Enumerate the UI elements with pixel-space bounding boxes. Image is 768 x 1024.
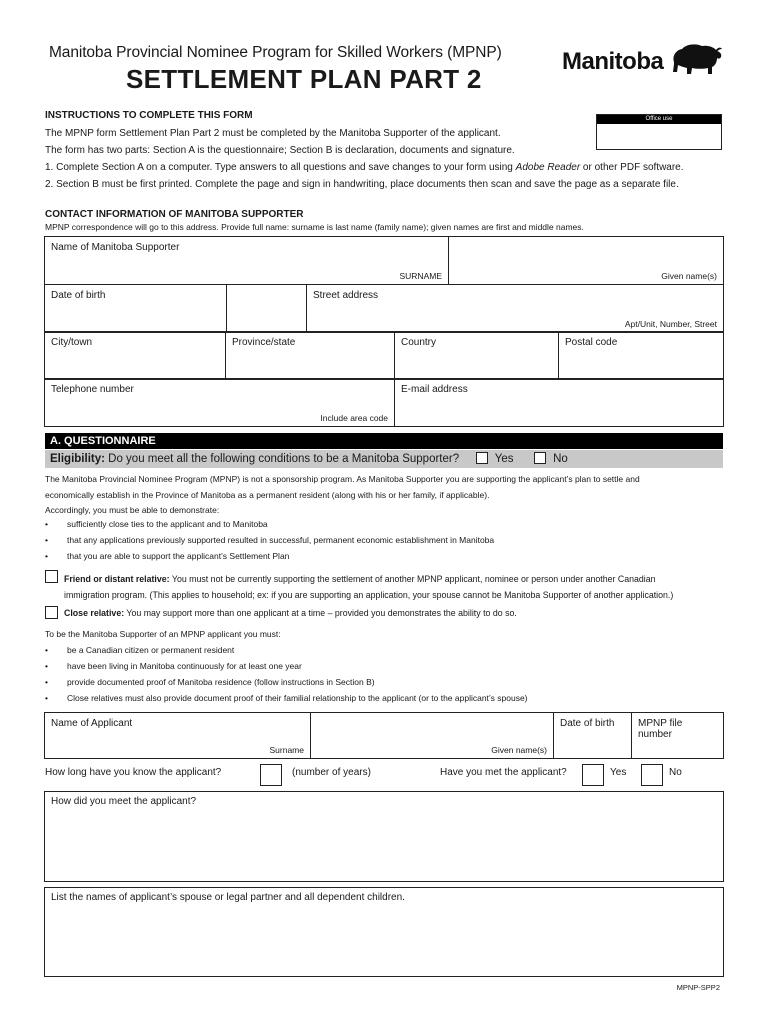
- field-label: Telephone number: [51, 384, 134, 395]
- eligibility-yes-checkbox[interactable]: [476, 452, 488, 464]
- years-known-input[interactable]: [260, 764, 282, 786]
- applicant-table: [44, 712, 724, 759]
- friend-relative-text: Friend or distant relative: You must not be currently supporting the settlement of another MPNP applicant, nominee or person under another Canadian immigration program. (This applies to household; ex: if you are supporting an application, your spouse cannot be Manitoba Supporter of another application.): [64, 574, 674, 600]
- supporter-postal-field[interactable]: Postal code: [559, 332, 724, 380]
- met-applicant-label: Have you met the applicant?: [440, 767, 567, 778]
- friend-relative-checkbox[interactable]: [45, 570, 58, 583]
- requirements-intro: To be the Manitoba Supporter of an MPNP applicant you must:: [45, 629, 281, 639]
- field-sublabel: Include area code: [320, 413, 388, 423]
- supporter-country-field[interactable]: Country: [395, 332, 559, 380]
- supporter-contact-table: [44, 236, 724, 285]
- office-use-label: Office use: [597, 115, 721, 124]
- met-no-checkbox[interactable]: [641, 764, 663, 786]
- manitoba-logo: [562, 42, 722, 84]
- form-title: SETTLEMENT PLAN PART 2: [126, 64, 482, 94]
- supporter-surname-field[interactable]: [45, 237, 449, 285]
- close-relative-text: Close relative: You may support more than one applicant at a time – provided you demonstrates the ability to do so.: [64, 608, 517, 618]
- applicant-dob-field[interactable]: Date of birth: [554, 713, 632, 759]
- field-sublabel: SURNAME: [399, 271, 442, 281]
- eligibility-bar: Eligibility: Do you meet all the following conditions to be a Manitoba Supporter? Yes No: [45, 450, 723, 468]
- logo-wordmark: Manitoba: [562, 48, 664, 75]
- how-met-textarea[interactable]: [44, 791, 724, 882]
- instruction-line: The MPNP form Settlement Plan Part 2 must be completed by the Manitoba Supporter of the applicant.: [45, 128, 501, 139]
- supporter-telephone-field[interactable]: [45, 379, 395, 427]
- how-long-label: How long have you know the applicant?: [45, 767, 222, 778]
- contact-heading: CONTACT INFORMATION OF MANITOBA SUPPORTER: [45, 209, 304, 220]
- supporter-address-table: [44, 284, 724, 333]
- instructions-heading: INSTRUCTIONS TO COMPLETE THIS FORM: [45, 110, 253, 121]
- field-sublabel: Apt/Unit, Number, Street: [624, 319, 717, 329]
- supporter-dob-field[interactable]: [227, 285, 307, 333]
- close-relative-checkbox[interactable]: [45, 606, 58, 619]
- years-label: (number of years): [292, 767, 371, 778]
- supporter-phone-table: [44, 378, 724, 427]
- field-sublabel: Surname: [269, 745, 304, 755]
- section-a-header: A. QUESTIONNAIRE: [45, 433, 723, 449]
- applicant-file-number-field[interactable]: MPNP file number: [632, 713, 724, 759]
- field-label: Street address: [313, 290, 379, 301]
- supporter-street-field[interactable]: [307, 285, 724, 333]
- family-names-textarea[interactable]: [44, 887, 724, 977]
- supporter-email-field[interactable]: E-mail address: [395, 379, 724, 427]
- field-sublabel: Given name(s): [491, 745, 547, 755]
- contact-note: MPNP correspondence will go to this address. Provide full name: surname is last name (family name); given names are first and middle names.: [45, 222, 584, 232]
- eligibility-no-checkbox[interactable]: [534, 452, 546, 464]
- bison-icon: [670, 42, 724, 78]
- form-code: MPNP-SPP2: [676, 983, 720, 992]
- no-label: No: [553, 453, 568, 465]
- met-no-label: No: [669, 767, 682, 778]
- how-met-label: How did you meet the applicant?: [51, 796, 197, 807]
- supporter-city-field[interactable]: City/town: [45, 332, 226, 380]
- supporter-given-names-field[interactable]: [449, 237, 724, 285]
- family-names-label: List the names of applicant’s spouse or legal partner and all dependent children.: [51, 892, 405, 903]
- met-yes-label: Yes: [610, 767, 627, 778]
- instruction-line: 2. Section B must be first printed. Complete the page and sign in handwriting, place documents then scan and save the page as a separate file.: [45, 179, 679, 190]
- field-label: Name of Applicant: [51, 718, 133, 729]
- form-subtitle: Manitoba Provincial Nominee Program for Skilled Workers (MPNP): [49, 44, 502, 61]
- field-sublabel: Given name(s): [661, 271, 717, 281]
- supporter-dob-label: Date of birth: [45, 285, 227, 333]
- instruction-line: 1. Complete Section A on a computer. Type answers to all questions and save changes to your form using Adobe Reader or other PDF software.: [45, 162, 684, 173]
- field-label: Name of Manitoba Supporter: [51, 242, 180, 253]
- met-yes-checkbox[interactable]: [582, 764, 604, 786]
- applicant-given-names-field[interactable]: [311, 713, 554, 759]
- supporter-province-field[interactable]: Province/state: [226, 332, 395, 380]
- applicant-surname-field[interactable]: [45, 713, 311, 759]
- supporter-location-table: [44, 331, 724, 380]
- eligibility-intro: The Manitoba Provincial Nominee Program (MPNP) is not a sponsorship program. As Manitoba Supporter you are supporting the applicant’s plan to settle and economically establish in the Province of Manitoba as a permanent resident (along with his or her family, if applicable). Accordingly, you must be able to demonstrate:: [45, 474, 640, 515]
- instructions-body: [45, 125, 725, 193]
- yes-label: Yes: [494, 453, 514, 465]
- instruction-line: The form has two parts: Section A is the questionnaire; Section B is declaration, documents and signature.: [45, 145, 515, 156]
